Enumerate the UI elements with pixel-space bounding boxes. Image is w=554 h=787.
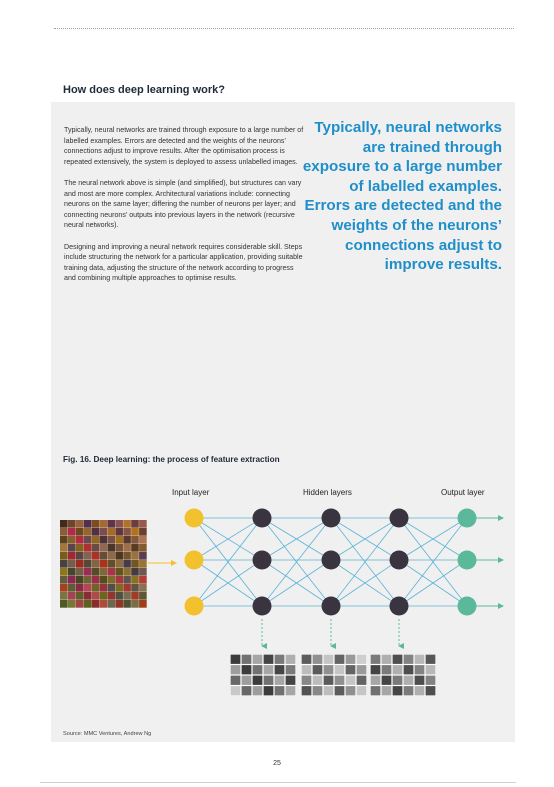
feature-map-cell (426, 686, 436, 695)
input-image-tile (68, 528, 76, 536)
feature-map-cell (324, 686, 334, 695)
input-image-tile (68, 576, 76, 584)
input-image-tile (115, 552, 123, 560)
input-image-tile (107, 600, 115, 608)
input-image-tile (139, 544, 147, 552)
input-image-tile (139, 576, 147, 584)
input-image-tile (92, 560, 100, 568)
feature-map-cell (275, 676, 285, 685)
feature-map-panel (370, 654, 436, 696)
input-image-tile (115, 584, 123, 592)
feature-map-cell (302, 686, 312, 695)
feature-map-cell (371, 686, 381, 695)
input-node (185, 597, 204, 616)
input-image-tile (60, 544, 68, 552)
input-image-tile (123, 560, 131, 568)
input-image-tile (68, 568, 76, 576)
page-number: 25 (273, 760, 281, 767)
feature-map-cell (242, 665, 252, 674)
input-image-tile (100, 560, 108, 568)
input-image-tile (84, 600, 92, 608)
output-node (458, 597, 477, 616)
input-image-tile (92, 600, 100, 608)
input-image-tile (60, 536, 68, 544)
input-image-tile (92, 584, 100, 592)
input-image-tile (100, 536, 108, 544)
input-image-tile (131, 600, 139, 608)
feature-map-cell (382, 655, 392, 664)
feature-map-cell (253, 655, 263, 664)
feature-map-cell (275, 686, 285, 695)
feature-map-cell (426, 655, 436, 664)
input-image-tile (68, 520, 76, 528)
feature-map-cell (286, 686, 296, 695)
input-image-tile (84, 584, 92, 592)
hidden-node (322, 551, 341, 570)
feature-map-cell (286, 676, 296, 685)
input-image-tile (115, 528, 123, 536)
input-image-tile (76, 528, 84, 536)
input-image-tile (92, 568, 100, 576)
input-image-tile (76, 520, 84, 528)
input-image-tile (115, 600, 123, 608)
input-image-tile (107, 584, 115, 592)
input-image-tile (100, 544, 108, 552)
hidden-layers-label: Hidden layers (303, 488, 352, 497)
input-image-tile (100, 568, 108, 576)
feature-map-cell (253, 676, 263, 685)
feature-map-cell (313, 676, 323, 685)
feature-map-cell (231, 655, 241, 664)
input-image-tile (84, 576, 92, 584)
body-paragraph-1: Typically, neural networks are trained through exposure to a large number of labelled examples. Errors are detected and the weights of the neurons’ connections adjust to improve results. After the optimisation process is repeated extensively, the system is deployed to assess unlabelled images. (64, 126, 304, 166)
input-image-tile (131, 592, 139, 600)
feature-map-cell (275, 665, 285, 674)
feature-map-cell (324, 655, 334, 664)
feature-map-cell (302, 676, 312, 685)
feature-map-cell (346, 686, 356, 695)
hidden-node (253, 551, 272, 570)
figure-title: Fig. 16. Deep learning: the process of feature extraction (63, 455, 280, 464)
input-image-tile (76, 584, 84, 592)
input-image-tile (100, 584, 108, 592)
feature-map-cell (324, 665, 334, 674)
hidden-node (322, 597, 341, 616)
input-image-tile (115, 568, 123, 576)
input-image-tile (139, 600, 147, 608)
input-image-tile (131, 552, 139, 560)
input-image-tile (131, 536, 139, 544)
feature-map-cell (242, 655, 252, 664)
feature-map-cell (335, 665, 345, 674)
input-image-tile (123, 528, 131, 536)
input-image-tile (139, 536, 147, 544)
input-image-tile (115, 536, 123, 544)
feature-map-cell (393, 676, 403, 685)
feature-map-cell (393, 655, 403, 664)
feature-map-cell (346, 665, 356, 674)
input-image-tile (139, 520, 147, 528)
feature-map-cell (426, 665, 436, 674)
input-image-tile (92, 528, 100, 536)
output-node (458, 509, 477, 528)
feature-map-cell (302, 665, 312, 674)
input-image-tile (76, 592, 84, 600)
input-image-tile (100, 576, 108, 584)
input-image-tile (92, 576, 100, 584)
input-image-tile (84, 528, 92, 536)
feature-map-cell (264, 665, 274, 674)
input-image-tile (60, 584, 68, 592)
input-image-tile (139, 560, 147, 568)
hidden-node (322, 509, 341, 528)
input-image-tile (84, 544, 92, 552)
feature-map-cell (313, 665, 323, 674)
input-image-tile (131, 544, 139, 552)
feature-map-cell (382, 676, 392, 685)
input-image-tile (107, 552, 115, 560)
input-image-tile (123, 600, 131, 608)
input-image-tile (123, 576, 131, 584)
input-image-tile (131, 568, 139, 576)
hidden-node (253, 509, 272, 528)
input-image-tile (76, 544, 84, 552)
pull-quote: Typically, neural networks are trained through exposure to a large number of labelled examples. Errors are detected and the weights of the neurons’ connections adjust to improve results. (302, 119, 502, 274)
input-node (185, 551, 204, 570)
input-image-tile (107, 536, 115, 544)
feature-map-panel (230, 654, 296, 696)
input-image-tile (107, 576, 115, 584)
feature-map-cell (335, 655, 345, 664)
input-image-tile (123, 584, 131, 592)
feature-map-cell (415, 686, 425, 695)
input-image-tile (100, 528, 108, 536)
input-image-tile (107, 568, 115, 576)
input-image-tile (84, 560, 92, 568)
input-image-tile (123, 552, 131, 560)
feature-map-cell (357, 676, 367, 685)
input-image-tile (131, 520, 139, 528)
output-node (458, 551, 477, 570)
feature-map-cell (371, 665, 381, 674)
output-layer-label: Output layer (441, 488, 485, 497)
input-image-tile (76, 576, 84, 584)
input-image-tile (100, 600, 108, 608)
feature-map-cell (264, 686, 274, 695)
input-image-tile (123, 536, 131, 544)
input-image-tile (68, 552, 76, 560)
feature-map-cell (253, 686, 263, 695)
section-heading: How does deep learning work? (63, 84, 225, 96)
feature-map-cell (393, 686, 403, 695)
input-image-tile (139, 592, 147, 600)
input-image-tile (60, 528, 68, 536)
feature-map-cell (242, 686, 252, 695)
input-image-tile (92, 552, 100, 560)
input-node (185, 509, 204, 528)
body-paragraph-3: Designing and improving a neural network requires considerable skill. Steps include structuring the network for a particular application, providing suitable training data, adjusting the structure of the network according to progress and combining multiple approaches to optimise results. (64, 242, 303, 283)
feature-map-cell (371, 655, 381, 664)
input-image-tile (123, 520, 131, 528)
input-image-tile (60, 520, 68, 528)
input-image-tile (139, 552, 147, 560)
input-image-tile (68, 584, 76, 592)
feature-map-cell (382, 665, 392, 674)
input-image-tile (60, 560, 68, 568)
feature-map-cell (404, 686, 414, 695)
input-image-tile (84, 520, 92, 528)
feature-map-cell (393, 665, 403, 674)
input-image-tile (131, 560, 139, 568)
feature-map-cell (404, 676, 414, 685)
feature-map-cell (335, 686, 345, 695)
input-image-tile (76, 568, 84, 576)
hidden-node (390, 551, 409, 570)
input-image-tile (107, 520, 115, 528)
feature-map-cell (346, 655, 356, 664)
feature-map-cell (404, 655, 414, 664)
input-image-tile (123, 592, 131, 600)
feature-map-cell (231, 676, 241, 685)
feature-map-cell (286, 655, 296, 664)
feature-map-cell (264, 676, 274, 685)
input-image-tile (123, 568, 131, 576)
input-image-tile (76, 552, 84, 560)
input-image-tile (76, 536, 84, 544)
input-image-tile (115, 544, 123, 552)
feature-map-cell (357, 686, 367, 695)
feature-map-cell (382, 686, 392, 695)
input-image-mosaic (60, 520, 147, 608)
input-layer-label: Input layer (172, 488, 210, 497)
feature-map-cell (357, 655, 367, 664)
network-connections (148, 518, 503, 646)
feature-map-cell (231, 686, 241, 695)
input-image-tile (84, 552, 92, 560)
input-image-tile (107, 544, 115, 552)
feature-map-cell (324, 676, 334, 685)
input-image-tile (115, 520, 123, 528)
input-image-tile (92, 520, 100, 528)
input-image-tile (100, 520, 108, 528)
input-image-tile (115, 560, 123, 568)
feature-map-cell (313, 686, 323, 695)
input-image-tile (92, 536, 100, 544)
input-image-tile (107, 560, 115, 568)
feature-map-cell (275, 655, 285, 664)
feature-map-cell (302, 655, 312, 664)
hidden-node (253, 597, 272, 616)
feature-map-cell (371, 676, 381, 685)
input-image-tile (107, 592, 115, 600)
body-paragraph-2: The neural network above is simple (and simplified), but structures can vary and most are more complex. Architectural variations include: connecting neurons on the same layer; differing the number of neurons per layer; and connecting neurons’ outputs into previous layers in the network (recursive neural networks). (64, 178, 302, 230)
input-image-tile (60, 568, 68, 576)
feature-maps (230, 654, 436, 696)
input-image-tile (131, 528, 139, 536)
feature-map-cell (231, 665, 241, 674)
feature-map-panel (301, 654, 367, 696)
input-image-tile (139, 568, 147, 576)
feature-map-cell (253, 665, 263, 674)
feature-map-cell (415, 665, 425, 674)
feature-map-cell (415, 676, 425, 685)
input-image-tile (84, 592, 92, 600)
feature-map-cell (286, 665, 296, 674)
input-image-tile (68, 600, 76, 608)
input-image-tile (115, 592, 123, 600)
input-image-tile (107, 528, 115, 536)
input-image-tile (84, 536, 92, 544)
feature-map-cell (242, 676, 252, 685)
feature-map-cell (404, 665, 414, 674)
feature-map-cell (335, 676, 345, 685)
input-image-tile (68, 544, 76, 552)
bottom-rule (40, 782, 516, 783)
input-image-tile (123, 544, 131, 552)
input-image-tile (115, 576, 123, 584)
feature-map-cell (426, 676, 436, 685)
input-image-tile (68, 592, 76, 600)
input-image-tile (60, 592, 68, 600)
input-image-tile (100, 552, 108, 560)
input-image-tile (131, 584, 139, 592)
input-image-tile (60, 576, 68, 584)
input-image-tile (76, 560, 84, 568)
input-image-tile (92, 592, 100, 600)
input-image-tile (60, 552, 68, 560)
hidden-node (390, 509, 409, 528)
input-image-tile (92, 544, 100, 552)
feature-map-cell (264, 655, 274, 664)
input-image-tile (84, 568, 92, 576)
figure-source: Source: MMC Ventures, Andrew Ng (63, 731, 152, 737)
hidden-node (390, 597, 409, 616)
feature-map-cell (357, 665, 367, 674)
input-image-tile (131, 576, 139, 584)
input-image-tile (68, 536, 76, 544)
feature-map-cell (313, 655, 323, 664)
input-image-tile (68, 560, 76, 568)
feature-map-cell (415, 655, 425, 664)
input-image-tile (76, 600, 84, 608)
input-image-tile (60, 600, 68, 608)
input-image-tile (139, 584, 147, 592)
input-image-tile (100, 592, 108, 600)
feature-map-cell (346, 676, 356, 685)
input-image-tile (139, 528, 147, 536)
